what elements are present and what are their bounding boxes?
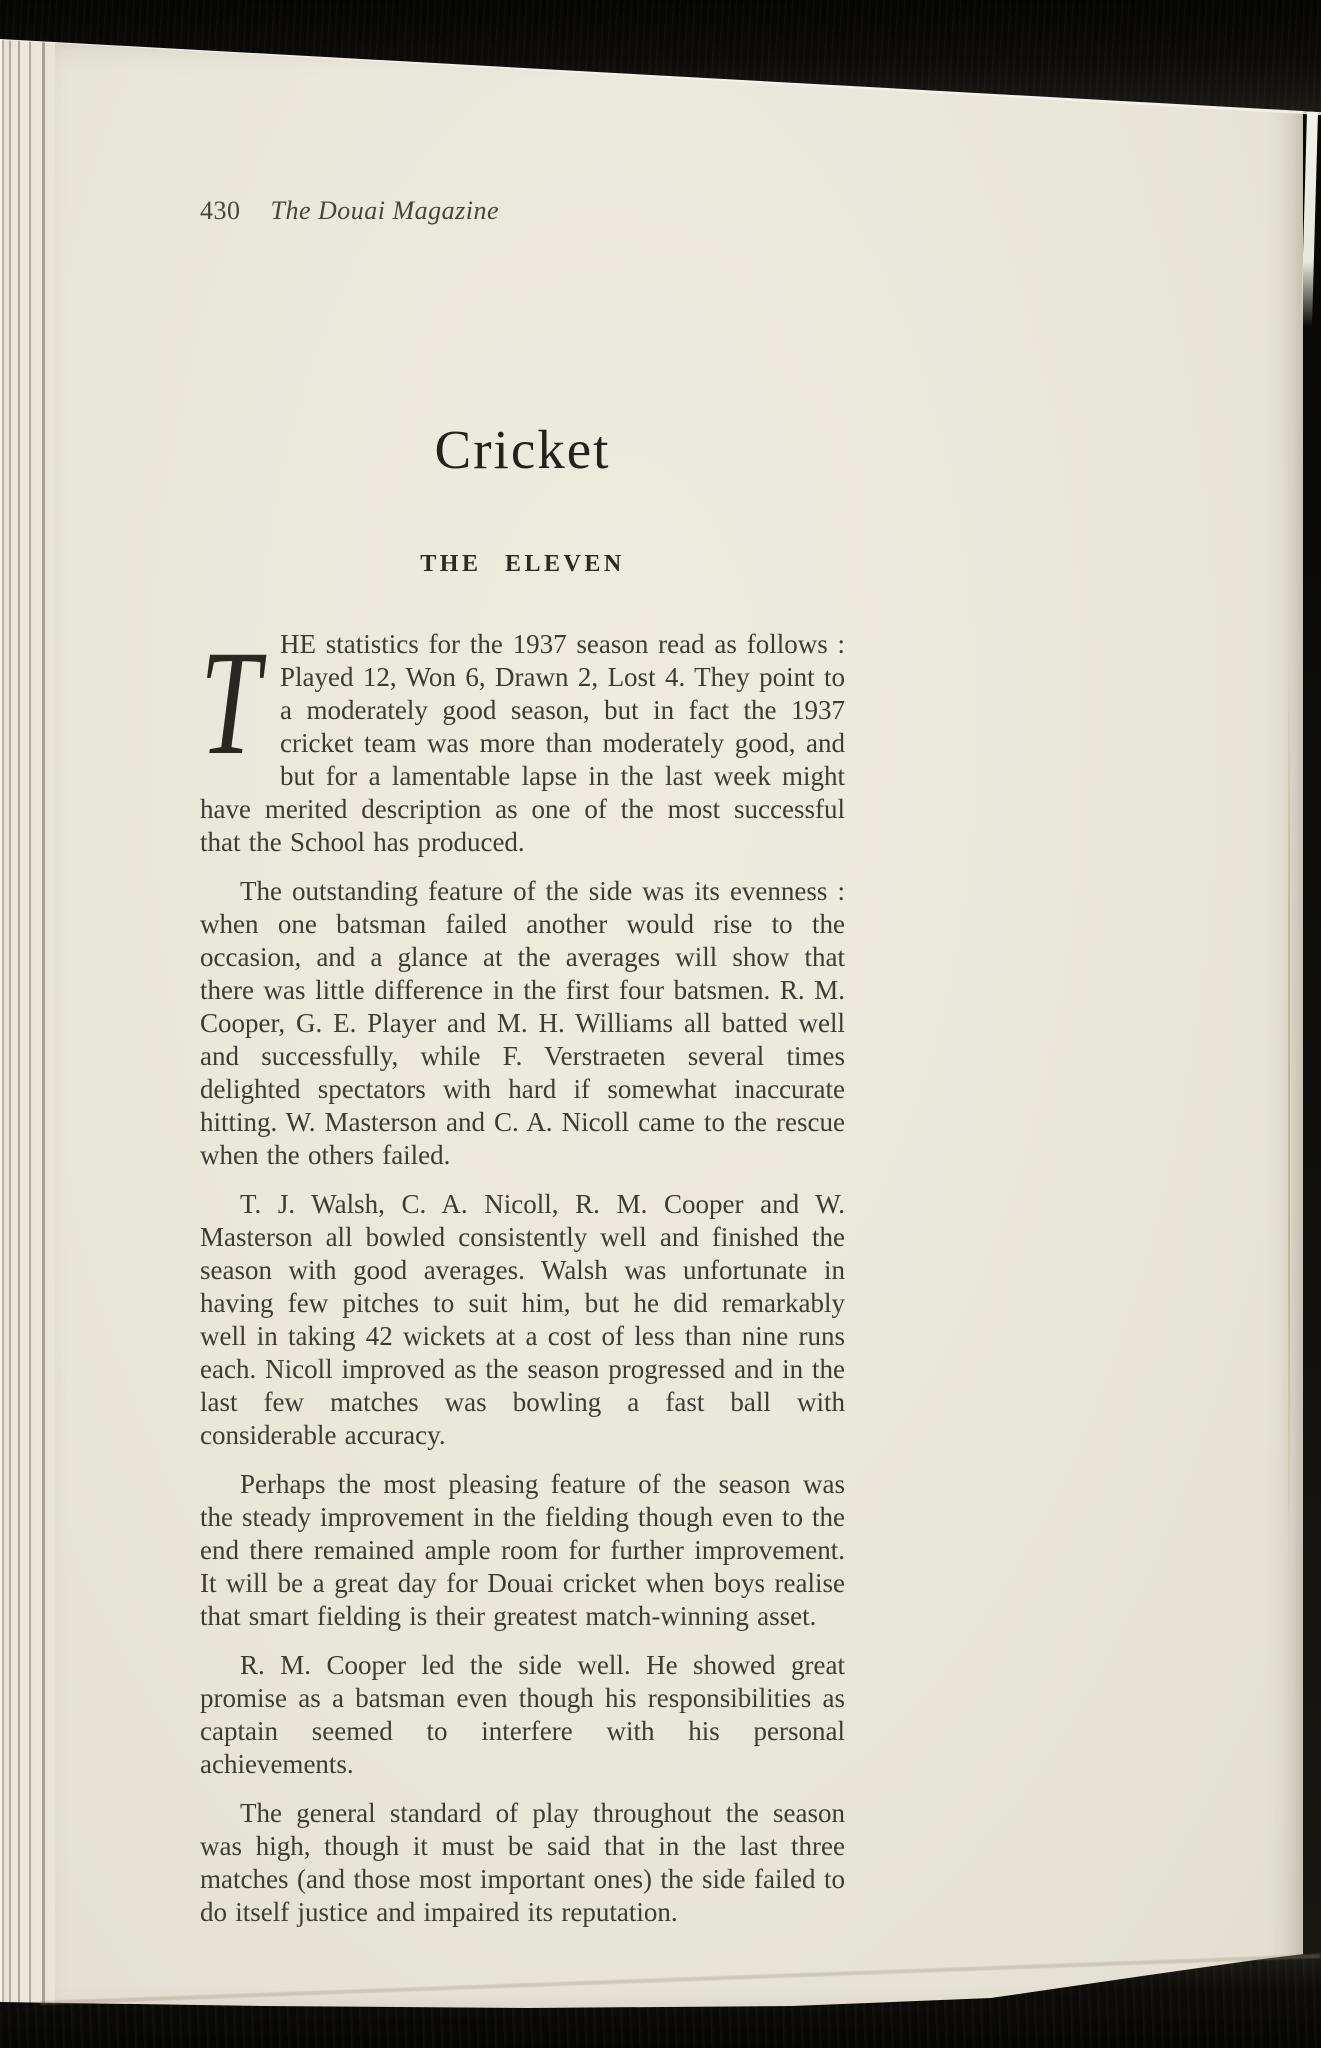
page-content <box>200 36 845 1929</box>
magazine-page <box>55 36 1303 2014</box>
page-number: 430 <box>200 196 241 225</box>
fore-edge-highlight <box>1301 112 1318 327</box>
article-title: Cricket <box>434 419 611 480</box>
article-paragraph: R. M. Cooper led the side well. He showed great promise as a batsman even though his responsibilities as captain seemed to interfere with his personal achievements. <box>200 1650 845 1779</box>
drop-cap: T <box>200 620 261 786</box>
article-paragraph <box>200 620 845 859</box>
running-head <box>200 196 845 226</box>
page-edge-stack <box>0 36 60 2012</box>
magazine-title: The Douai Magazine <box>270 196 500 225</box>
article-body <box>200 620 845 1929</box>
article-paragraph: The outstanding feature of the side was its evenness : when one batsman failed another would rise to the occasion, and a glance at the averages will show that there was little difference in the first four batsmen. R. M. Cooper, G. E. Player and M. H. Williams all batted well and successfully, while F. Verstraeten several times delighted spectators with hard if somewhat inaccurate hitting. W. Masterson and C. A. Nicoll came to the rescue when the others failed. <box>200 876 845 1170</box>
paragraph-text: HE statistics for the 1937 season read as follows : Played 12, Won 6, Drawn 2, Lost 4. They point to a moderately good season, but in fact the 1937 cricket team was more than moderately good, and but for a lamentable lapse in the last week might have merited description as one of the most successful that the School has produced. <box>200 629 845 857</box>
article-paragraph: The general standard of play throughout the season was high, though it must be said that in the last three matches (and those most important ones) the side failed to do itself justice and impaired its reputation. <box>200 1798 845 1927</box>
article-paragraph: Perhaps the most pleasing feature of the season was the steady improvement in the fielding though even to the end there remained ample room for further improvement. It will be a great day for Douai cricket when boys realise that smart fielding is their greatest match-winning asset. <box>200 1469 845 1631</box>
section-heading: THE ELEVEN <box>420 551 625 577</box>
article-paragraph: T. J. Walsh, C. A. Nicoll, R. M. Cooper and W. Masterson all bowled consistently well and finished the season with good averages. Walsh was unfortunate in having few pitches to suit him, but he did remarkably well in taking 42 wickets at a cost of less than nine runs each. Nicoll improved as the season progressed and in the last few matches was bowling a fast ball with considerable accuracy. <box>200 1189 845 1450</box>
